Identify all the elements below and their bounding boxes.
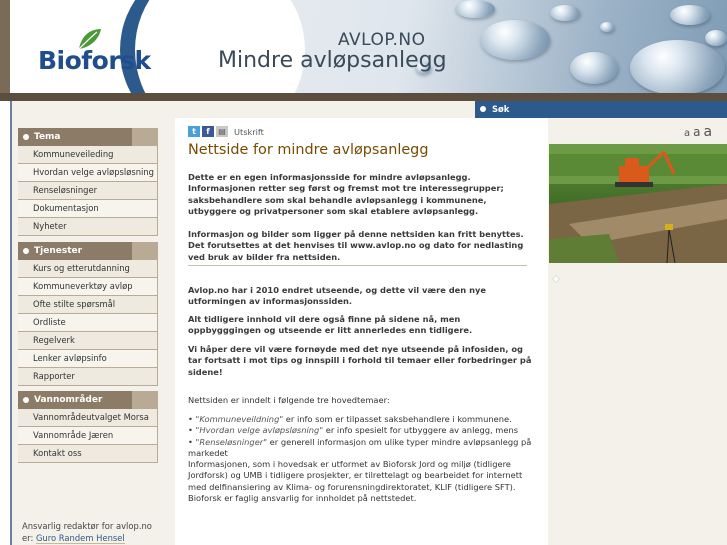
nav-item-hvordan-velge[interactable]: Hvordan velge avløpsløsning [18, 164, 158, 182]
search-toggle[interactable]: Søk [475, 101, 727, 118]
nav-item-nyheter[interactable]: Nyheter [18, 218, 158, 236]
nav-item-ordliste[interactable]: Ordliste [18, 314, 158, 332]
font-size-medium[interactable]: a [693, 125, 701, 139]
themes-list [188, 414, 533, 504]
nav-item-kommuneveileding[interactable]: Kommuneveileding [18, 146, 158, 164]
nav-item-morsa[interactable]: Vannområdeutvalget Morsa [18, 409, 158, 427]
site-header [0, 0, 727, 93]
editor-prefix: er: [22, 533, 36, 543]
left-edge-line [10, 101, 12, 545]
paragraph-main-themes: Nettsiden er inndelt i følgende tre hovedtemaer: [188, 395, 390, 405]
page-title: Nettside for mindre avløpsanlegg [188, 142, 429, 158]
nav-section-tema [18, 128, 158, 236]
bioforsk-logo[interactable]: Bioforsk [38, 46, 151, 75]
paragraph-previous-content: Alt tidligere innhold vil dere også finne på sidene nå, men oppbygggingen og utseende er litt annerledes enn tidligere. [188, 314, 473, 336]
nav-item-renselosninger[interactable]: Renseløsninger [18, 182, 158, 200]
construction-photo [549, 144, 727, 263]
header-divider [0, 93, 727, 101]
intro-paragraph-2: Informasjon og bilder som ligger på denne nettsiden kan fritt benyttes. Det forutsettes at det henvises til www.avlop.no og dato for nedlasting ved bruk av bilder fra nettsiden. [188, 229, 524, 262]
site-tagline: Mindre avløpsanlegg [218, 48, 447, 73]
nav-item-regelverk[interactable]: Regelverk [18, 332, 158, 350]
editor-name-link[interactable]: Guro Randem Hensel [35, 533, 125, 543]
font-size-large[interactable]: a [703, 124, 713, 140]
nav-heading-tjenester[interactable]: Tjenester [18, 242, 158, 260]
print-link[interactable]: Utskrift [234, 126, 264, 137]
nav-item-kontakt[interactable]: Kontakt oss [18, 445, 158, 463]
nav-item-lenker[interactable]: Lenker avløpsinfo [18, 350, 158, 368]
nav-item-kurs[interactable]: Kurs og etterutdanning [18, 260, 158, 278]
site-name: AVLOP.NO [338, 30, 426, 50]
paragraph-feedback: Vi håper dere vil være fornøyde med det nye utseende på infosiden, og tar fortsatt i mot tips og innspill i forhold til temaer eller forbedringer på sidene! [188, 344, 532, 377]
list-item: • "Renseløsninger" er generell informasjon om ulike typer mindre avløpsanlegg på markedet [188, 436, 532, 458]
nav-heading-vannomrader[interactable]: Vannområder [18, 391, 158, 409]
font-size-small[interactable]: a [684, 128, 691, 139]
nav-section-tjenester [18, 242, 158, 386]
paragraph-funding: Informasjonen, som i hovedsak er utformet av Bioforsk Jord og miljø (tidligere Jordforsk) og UMB i tidligere prosjekter, er tilrettelagt og bearbeidet for internett med delfinansiering av Klima- og forurensningdirektoratet, KLIF (tidligere SFT). Bioforsk er faglig ansvarlig for innholdet på nettstedet. [188, 459, 523, 504]
paragraph-redesign: Avlop.no har i 2010 endret utseende, og dette vil være den nye utformingen av informasjonssiden. [188, 285, 487, 307]
share-toolbar [188, 126, 264, 137]
nav-item-kommuneverktoy[interactable]: Kommuneverktøy avløp [18, 278, 158, 296]
nav-item-ofte-stilte[interactable]: Ofte stilte spørsmål [18, 296, 158, 314]
content-divider [188, 265, 527, 266]
editor-label: Ansvarlig redaktør for avlop.no [22, 521, 152, 531]
intro-paragraph-1: Dette er en egen informasjonsside for mindre avløpsanlegg. Informasjonen retter seg først og fremst mot tre interessegrupper; saksbehandlere som skal behandle avløpsanlegg i kommunene, utbyggere og privatpersoner som skal etablere avløpsanlegg. [188, 172, 504, 216]
printer-icon[interactable]: ▤ [216, 126, 228, 137]
nav-heading-tema[interactable]: Tema [18, 128, 158, 146]
list-item: • "Kommuneveildning" er info som er tilpasset saksbehandlere i kommunene. [188, 414, 512, 424]
font-size-controls [684, 121, 715, 140]
facebook-icon[interactable]: f [202, 126, 214, 137]
list-item: • "Hvordan velge avløpsløsning" er info spesielt for utbyggere av anlegg, mens [188, 425, 519, 436]
nav-item-dokumentasjon[interactable]: Dokumentasjon [18, 200, 158, 218]
nav-section-vannomrader [18, 391, 158, 463]
editor-info [22, 520, 152, 544]
nav-item-jaeren[interactable]: Vannområde Jæren [18, 427, 158, 445]
nav-item-rapporter[interactable]: Rapporter [18, 368, 158, 386]
twitter-icon[interactable]: t [188, 126, 200, 137]
